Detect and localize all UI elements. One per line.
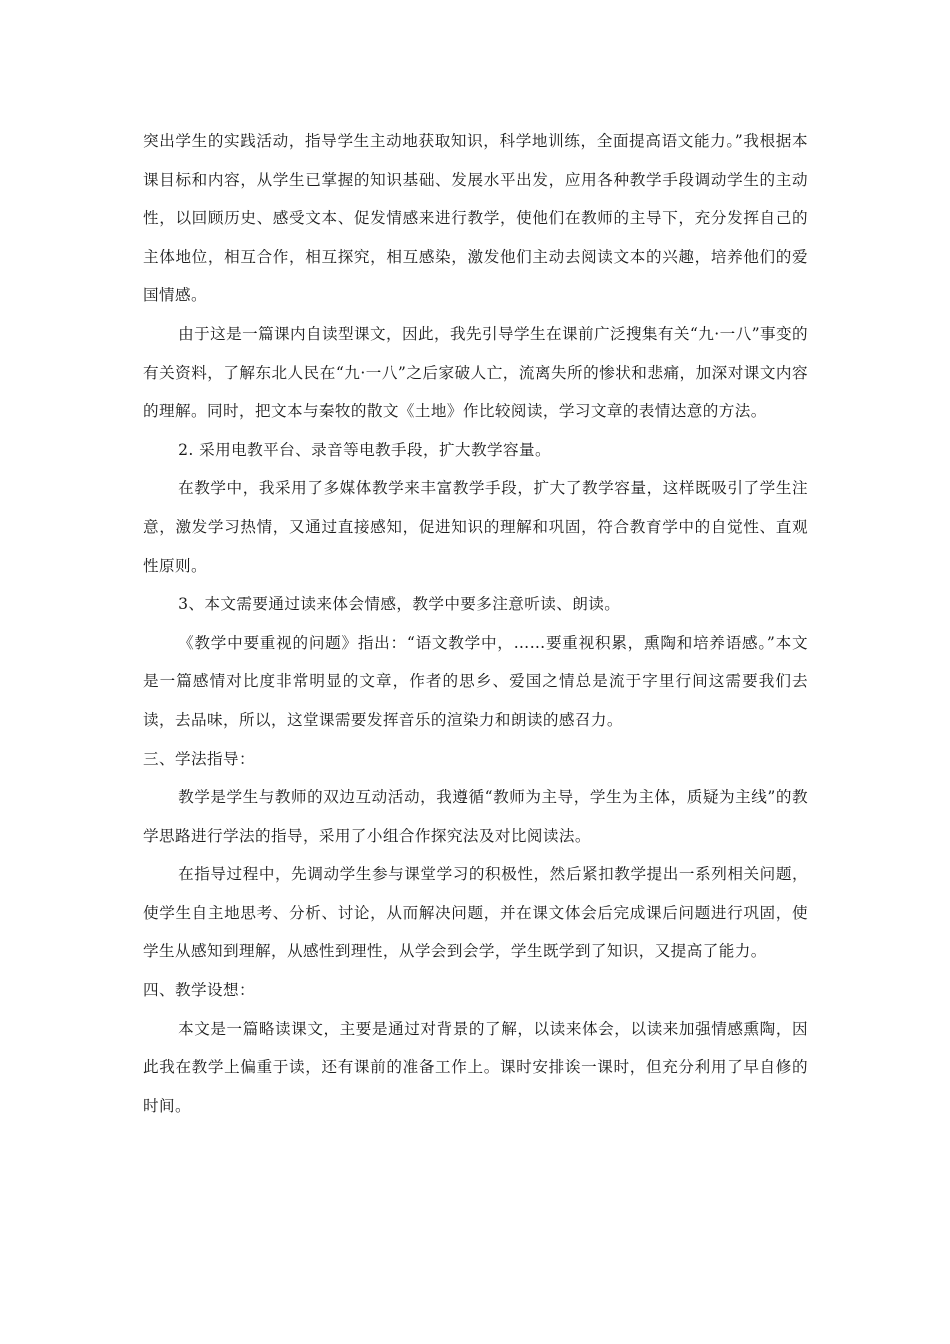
section-heading-3: 三、学法指导： [143,749,255,768]
paragraph-6: 《教学中要重视的问题》指出：“语文教学中，……要重视积累，熏陶和培养语感。”本文是一篇感情对比度非常明显的文章，作者的思乡、爱国之情总是流于字里行间这需要我们去读，去品味，所以，这堂课需要发挥音乐的渲染力和朗读的感召力。 [143,633,808,729]
paragraph-4: 在教学中，我采用了多媒体教学来丰富教学手段，扩大了教学容量，这样既吸引了学生注意，激发学习热情，又通过直接感知，促进知识的理解和巩固，符合教育学中的自觉性、直观性原则。 [143,479,808,575]
paragraph-5: 3、本文需要通过读来体会情感，教学中要多注意听读、朗读。 [178,595,621,614]
paragraph-8: 在指导过程中，先调动学生参与课堂学习的积极性，然后紧扣教学提出一系列相关问题，使学生自主地思考、分析、讨论，从而解决问题，并在课文体会后完成课后问题进行巩固，使学生从感知到理解，从感性到理性，从学会到会学，学生既学到了知识，又提高了能力。 [143,865,808,961]
paragraph-1: 突出学生的实践活动，指导学生主动地获取知识，科学地训练，全面提高语文能力。”我根据本课目标和内容，从学生已掌握的知识基础、发展水平出发，应用各种教学手段调动学生的主动性，以回顾历史、感受文本、促发情感来进行教学，使他们在教师的主导下，充分发挥自己的主体地位，相互合作，相互探究，相互感染，激发他们主动去阅读文本的兴趣，培养他们的爱国情感。 [143,132,808,305]
paragraph-2: 由于这是一篇课内自读型课文，因此，我先引导学生在课前广泛搜集有关“九·一八”事变的有关资料，了解东北人民在“九·一八”之后家破人亡，流离失所的惨状和悲痛，加深对课文内容的理解。同时，把文本与秦牧的散文《土地》作比较阅读，学习文章的表情达意的方法。 [143,324,808,421]
paragraph-3: 2. 采用电教平台、录音等电教手段，扩大教学容量。 [178,440,551,459]
section-heading-4: 四、教学设想： [143,981,255,1000]
paragraph-7: 教学是学生与教师的双边互动活动，我遵循“教师为主导，学生为主体，质疑为主线”的教学思路进行学法的指导，采用了小组合作探究法及对比阅读法。 [143,788,808,845]
paragraph-9: 本文是一篇略读课文，主要是通过对背景的了解，以读来体会，以读来加强情感熏陶，因此我在教学上偏重于读，还有课前的准备工作上。课时安排诶一课时，但充分利用了早自修的时间。 [143,1019,808,1115]
document-page [143,122,808,1125]
